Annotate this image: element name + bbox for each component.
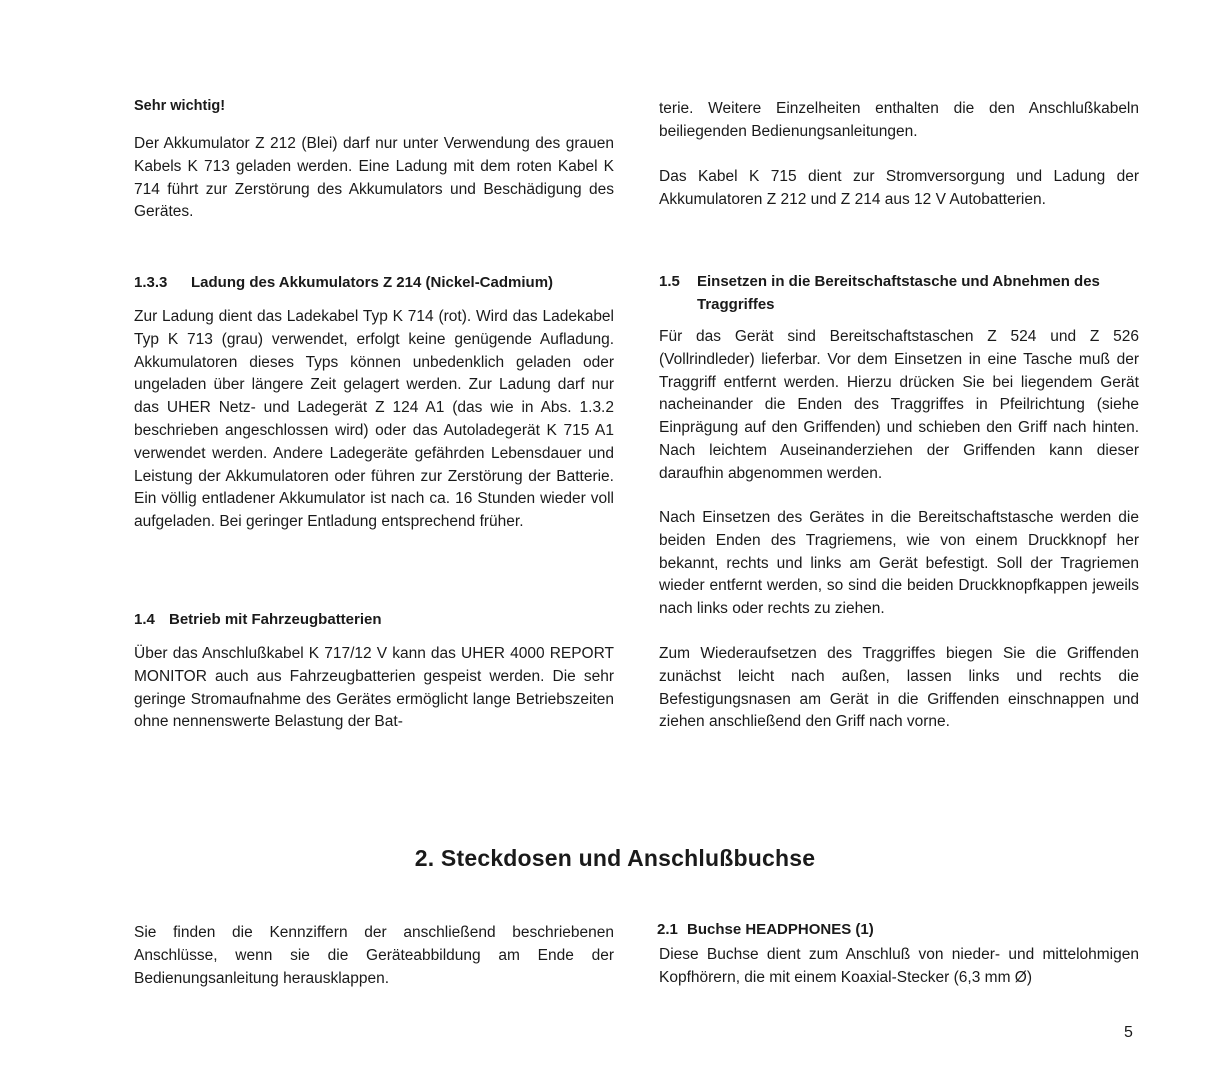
section-title: Ladung des Akkumulators Z 214 (Nickel-Cadmium)	[191, 274, 554, 291]
section-number: 1.4	[134, 611, 155, 628]
section-1-5-paragraph-3: Zum Wiederaufsetzen des Traggriffes biegen Sie die Griffenden zunächst leicht nach außen, lassen links und rechts die Befestigungsnasen am Gerät in die Griffenden einschnappen und ziehen anschließend den Griff nach vorne.	[659, 645, 1139, 731]
section-title: Betrieb mit Fahrzeugbatterien	[169, 611, 382, 628]
section-1-5-paragraph-1: Für das Gerät sind Bereitschaftstaschen Z 524 und Z 526 (Vollrindleder) lieferbar. Vor dem Einsetzen in eine Tasche muß der Traggriff entfernt werden. Hierzu drücken Sie bei liegendem Gerät nacheinander die Enden des Traggriffes in Pfeilrichtung (siehe Einprägung auf den Griffenden) und schieben den Griff nach hinten. Nach leichtem Auseinanderziehen der Griffenden kann dieser daraufhin abgenommen werden.	[659, 328, 1139, 482]
section-2-1-heading	[657, 918, 1137, 941]
section-1-4-paragraph: Über das Anschlußkabel K 717/12 V kann das UHER 4000 REPORT MONITOR auch aus Fahrzeugbatterien gespeist werden. Die sehr geringe Stromaufnahme des Gerätes ermöglicht lange Betriebszeiten ohne nennenswerte Belastung der Bat-	[134, 645, 614, 731]
section-1-5-paragraph-2: Nach Einsetzen des Gerätes in die Bereitschaftstasche werden die beiden Enden des Tragriemens, wie von einem Druckknopf her bekannt, rechts und links am Gerät befestigt. Soll der Tragriemen wieder entfernt werden, so sind die beiden Druckknopfkappen jeweils nach links oder rechts zu ziehen.	[659, 509, 1139, 618]
page-number: 5	[1124, 1024, 1133, 1041]
important-heading: Sehr wichtig!	[134, 98, 226, 114]
important-paragraph: Der Akkumulator Z 212 (Blei) darf nur unter Verwendung des grauen Kabels K 713 geladen werden. Eine Ladung mit dem roten Kabel K 714 führt zur Zerstörung des Akkumulators und Beschädigung des Gerätes.	[134, 135, 614, 221]
chapter-title: 2. Steckdosen und Anschlußbuchse	[414, 845, 816, 871]
section-2-1-paragraph: Diese Buchse dient zum Anschluß von nieder- und mittelohmigen Kopfhörern, die mit einem Koaxial-Stecker (6,3 mm Ø)	[659, 946, 1139, 986]
section-number: 1.3.3	[134, 274, 168, 291]
section-title: Buchse HEADPHONES (1)	[687, 921, 874, 938]
section-number: 2.1	[657, 921, 678, 938]
section-1-3-3-heading	[134, 271, 614, 294]
section-title: Einsetzen in die Bereitschaftstasche und Abnehmen des Traggriffes	[697, 273, 1100, 313]
section-1-5-heading	[659, 270, 1129, 316]
continuation-paragraph: terie. Weitere Einzelheiten enthalten die den Anschlußkabeln beiliegenden Bedienungsanleitungen.	[659, 100, 1139, 140]
section-number: 1.5	[659, 273, 680, 290]
k715-paragraph: Das Kabel K 715 dient zur Stromversorgung und Ladung der Akkumulatoren Z 212 und Z 214 aus 12 V Autobatterien.	[659, 168, 1139, 208]
section-1-4-heading	[134, 608, 614, 631]
intro-paragraph: Sie finden die Kennziffern der anschließend beschriebenen Anschlüsse, wenn sie die Geräteabbildung am Ende der Bedienungsanleitung herausklappen.	[134, 924, 614, 987]
section-1-3-3-paragraph: Zur Ladung dient das Ladekabel Typ K 714 (rot). Wird das Ladekabel Typ K 713 (grau) verwendet, erfolgt keine genügende Aufladung. Akkumulatoren dieses Typs können unbedenklich geladen oder ungeladen über längere Zeit gelagert werden. Zur Ladung darf nur das UHER Netz- und Ladegerät Z 124 A1 (das wie in Abs. 1.3.2 beschrieben angeschlossen wird) oder das Autoladegerät K 715 A1 verwendet werden. Andere Ladegeräte gefährden Lebensdauer und Leistung der Akkumulatoren oder führen zur Zerstörung der Batterie. Ein völlig entladener Akkumulator ist nach ca. 16 Stunden wieder voll aufgeladen. Bei geringer Entladung entsprechend früher.	[134, 308, 614, 531]
